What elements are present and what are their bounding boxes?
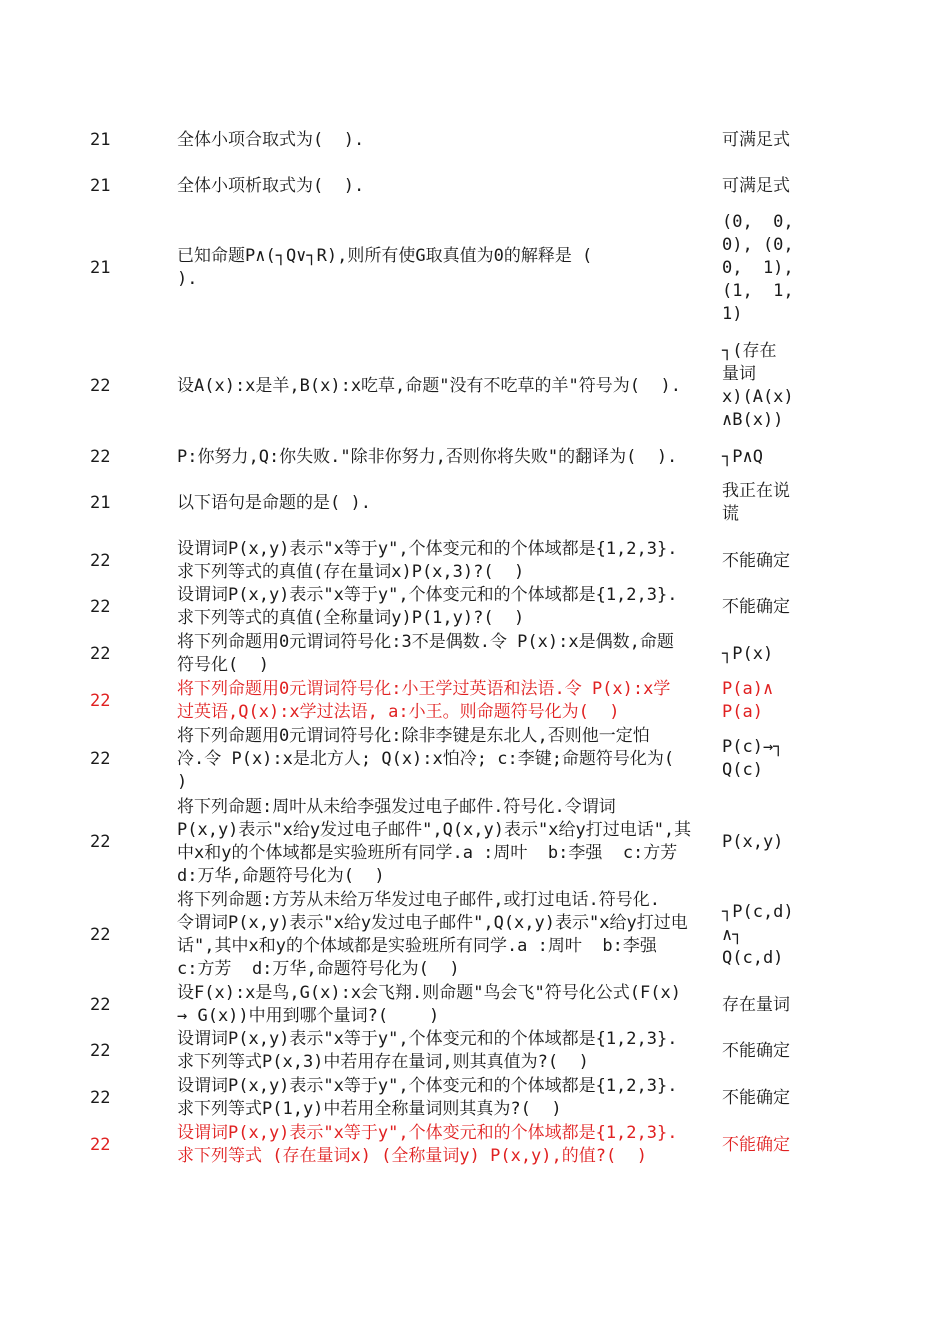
question-text: 将下列命题用0元谓词符号化:3不是偶数.令 P(x):x是偶数,命题 符号化( )	[177, 632, 674, 675]
row-number: 21	[90, 129, 111, 150]
answer-text: P(c)→┐ Q(c)	[722, 737, 784, 780]
answer-text: 可满足式	[722, 175, 790, 196]
question-text: 将下列命题用0元谓词符号化:小王学过英语和法语.令 P(x):x学 过英语,Q(x):x学过法语, a:小王。则命题符号化为( )	[177, 679, 671, 722]
row-number: 22	[90, 831, 111, 852]
answer-text: ┐P∧Q	[722, 446, 763, 467]
question-text: 全体小项析取式为( ).	[177, 175, 365, 196]
row-number: 22	[90, 690, 111, 711]
answer-text: 不能确定	[722, 1134, 790, 1155]
answer-text: (0, 0, 0), (0, 0, 1), (1, 1, 1)	[722, 211, 794, 324]
question-text: 设F(x):x是鸟,G(x):x会飞翔.则命题"鸟会飞"符号化公式(F(x) → G(x))中用到哪个量词?( )	[177, 983, 681, 1026]
question-text: P:你努力,Q:你失败."除非你努力,否则你将失败"的翻译为( ).	[177, 446, 678, 467]
question-text: 已知命题P∧(┐Q∨┐R),则所有使G取真值为0的解释是 ( ).	[177, 246, 593, 289]
question-text: 将下列命题:周叶从未给李强发过电子邮件.符号化.令谓词 P(x,y)表示"x给y发过电子邮件",Q(x,y)表示"x给y打过电话",其 中x和y的个体域都是实验班所有同学.a :周叶 b:李强 c:方芳 d:万华,命题符号化为( )	[177, 797, 692, 886]
row-number: 22	[90, 1087, 111, 1108]
question-text: 将下列命题:方芳从未给万华发过电子邮件,或打过电话.符号化. 令谓词P(x,y)表示"x给y发过电子邮件",Q(x,y)表示"x给y打过电 话",其中x和y的个体域都是实验班所有同学.a :周叶 b:李强 c:方芳 d:万华,命题符号化为( )	[177, 890, 688, 979]
row-number: 22	[90, 375, 111, 396]
answer-text: 不能确定	[722, 1087, 790, 1108]
answer-text: 不能确定	[722, 596, 790, 617]
answer-text: 可满足式	[722, 129, 790, 150]
question-text: 设A(x):x是羊,B(x):x吃草,命题"没有不吃草的羊"符号为( ).	[177, 375, 681, 396]
row-number: 22	[90, 1040, 111, 1061]
row-number: 22	[90, 550, 111, 571]
row-number: 22	[90, 994, 111, 1015]
row-number: 21	[90, 492, 111, 513]
answer-text: ┐P(x)	[722, 643, 774, 664]
row-number: 22	[90, 643, 111, 664]
row-number: 22	[90, 596, 111, 617]
question-text: 设谓词P(x,y)表示"x等于y",个体变元和的个体域都是{1,2,3}. 求下列等式的真值(全称量词y)P(1,y)?( )	[177, 585, 678, 628]
row-number: 22	[90, 1134, 111, 1155]
question-text: 设谓词P(x,y)表示"x等于y",个体变元和的个体域都是{1,2,3}. 求下列等式 (存在量词x) (全称量词y) P(x,y),的值?( )	[177, 1123, 678, 1166]
answer-text: 存在量词	[722, 994, 790, 1015]
row-number: 21	[90, 175, 111, 196]
question-text: 设谓词P(x,y)表示"x等于y",个体变元和的个体域都是{1,2,3}. 求下列等式的真值(存在量词x)P(x,3)?( )	[177, 539, 678, 582]
row-number: 21	[90, 257, 111, 278]
question-text: 以下语句是命题的是( ).	[177, 492, 371, 513]
row-number: 22	[90, 924, 111, 945]
answer-text: 不能确定	[722, 550, 790, 571]
answer-text: P(x,y)	[722, 831, 784, 852]
answer-text: ┐(存在 量词 x)(A(x) ∧B(x))	[722, 341, 794, 430]
answer-text: P(a)∧ P(a)	[722, 679, 774, 722]
row-number: 22	[90, 748, 111, 769]
question-text: 设谓词P(x,y)表示"x等于y",个体变元和的个体域都是{1,2,3}. 求下列等式P(1,y)中若用全称量词则其真为?( )	[177, 1076, 678, 1119]
answer-text: 不能确定	[722, 1040, 790, 1061]
question-text: 将下列命题用0元谓词符号化:除非李键是东北人,否则他一定怕 冷.令 P(x):x是北方人; Q(x):x怕冷; c:李键;命题符号化为( )	[177, 725, 675, 792]
row-number: 22	[90, 446, 111, 467]
answer-text: ┐P(c,d) ∧┐ Q(c,d)	[722, 901, 794, 968]
question-text: 全体小项合取式为( ).	[177, 129, 365, 150]
question-text: 设谓词P(x,y)表示"x等于y",个体变元和的个体域都是{1,2,3}. 求下列等式P(x,3)中若用存在量词,则其真值为?( )	[177, 1029, 678, 1072]
answer-text: 我正在说 谎	[722, 481, 790, 524]
